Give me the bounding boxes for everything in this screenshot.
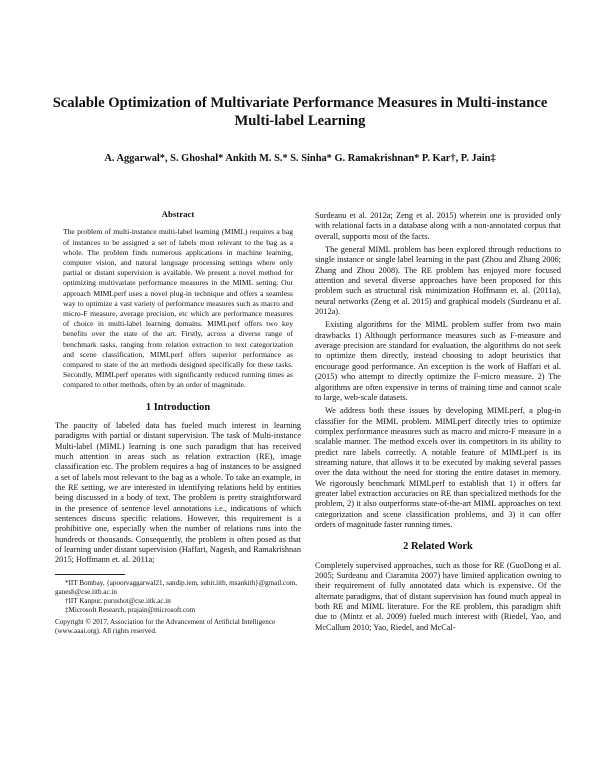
introduction-paragraph: The paucity of labeled data has fueled much interest in learning paradigms with partial or distant supervision. The task of Multi-instance Multi-label (MIML) learning is one such paradigm that has received much attention in areas such as relation extraction (RE), image classification etc. The problem requires a bag of instances to be assigned a set of labels most relevant to the bag as a whole. To take an example, in the RE setting, we are interested in identifying relations held by entities being discussed in a body of text. The problem is pretty straightforward in the presence of sentence level annotations i.e., indications of which sentences discuss specific relations. However, this requirement is a prohibitive one, especially when the number of relations runs into the hundreds or thousands. Consequently, the problem is often posed as that of learning under distant supervision (Haffari, Nagesh, and Ramakrishnan 2015; Hoffmann et. al. 2011a;	[55, 420, 301, 565]
introduction-heading: 1 Introduction	[145, 401, 211, 413]
abstract-text: The problem of multi-instance multi-label learning (MIML) requires a bag of instances to be assigned a set of labels most relevant to the bag as a whole. The problem finds numerous applications in machine learning, computer vision, and natural language processing settings where only partial or distant supervision is available. We present a novel method for optimizing multivariate performance measures in the MIML setting. Our approach MIMLperf uses a novel plug-in technique and offers a seamless way to optimize a vast variety of performance measures such as macro and micro-F measure, average precision, etc which are performance measures of choice in multi-label learning domains. MIMLperf offers two key benefits over the state of the art. Firstly, across a diverse range of benchmark tasks, ranging from relation extraction to text categorization and scene classification, MIMLperf offers superior performance as compared to state of the art methods designed specifically for these tasks. Secondly, MIMLperf operates with significantly reduced running times as compared to other methods, often by an order of magnitude.	[63, 227, 293, 390]
paper-title	[40, 94, 560, 130]
author-list: A. Aggarwal*, S. Ghoshal* Ankith M. S.* S. Sinha* G. Ramakrishnan* P. Kar†, P. Jain‡	[104, 153, 496, 164]
abstract-heading: Abstract	[161, 209, 195, 219]
right-column	[315, 211, 561, 633]
right-paragraph-4: We address both these issues by developing MIMLperf, a plug-in classifier for the MIML problem. MIMLperf directly tries to optimize complex performance measures such as macro and micro-F measure in a scalable manner. The method excels over its competitors in its ability to predict rare labels correctly. A notable feature of MIMLperf is its streaming nature, that allows it to be executed by making several passes over the data without the need for storing the entire dataset in memory. We rigorously benchmark MIMLperf to establish that 1) it offers far greater label extraction accuracies on RE than specialized methods for the problem, 2) it also outperforms state-of-the-art MIML approaches on text categorization and scene classification problems, and 3) it can offer orders of magnitude faster running times.	[315, 406, 561, 529]
left-column	[55, 209, 301, 636]
related-work-heading: 2 Related Work	[403, 541, 473, 553]
title-line-2: Multi-label Learning	[234, 113, 366, 129]
footnote-iit-bombay: *IIT Bombay, {apoorvaggarwal21, sandip.iem, suhit.iitb, msankith}@gmail.com, ganesh@cse.iitb.ac.in	[55, 578, 298, 596]
title-line-1: Scalable Optimization of Multivariate Performance Measures in Multi-instance	[52, 95, 548, 111]
footnote-iit-kanpur: †IIT Kanpur, purushot@cse.iitk.ac.in	[65, 597, 171, 606]
right-paragraph-2: The general MIML problem has been explored through reductions to single instance or single label learning in the past (Zhou and Zhang 2006; Zhang and Zhou 2008). The RE problem has enjoyed more focused attention and several diverse approaches have been proposed for this problem such as structural risk minimization Hoffmann et. al. (2011a), neural networks (Zeng et al. 2015) and graphical models (Surdeanu et al. 2012a).	[315, 245, 561, 317]
copyright-notice: Copyright © 2017, Association for the Advancement of Artificial Intelligence (www.aaai.org). All rights reserved.	[55, 617, 276, 635]
related-work-paragraph: Completely supervised approaches, such as those for RE (GuoDong et al. 2005; Surdeanu and Ciaramita 2007) have limited application owning to their requirement of fully annotated data which is expensive. Of the alternate paradigms, that of distant supervision has found much appeal in both RE and MIML literature. For the RE problem, this paradigm shift due to (Mintz et al. 2009) fueled much interest with (Riedel, Yao, and McCallum 2010; Yao, Riedel, and McCal-	[315, 560, 561, 632]
right-paragraph-3: Existing algorithms for the MIML problem suffer from two main drawbacks 1) Although performance measures such as F-measure and average precision are standard for evaluation, the algorithms do not seek to optimize them directly, instead choosing to adopt heuristics that encourage good performance. An exception is the work of Haffari et al. (2015) who attempt to directly optimize the F-micro measure. 2) The algorithms are often expensive in terms of training time and cannot scale to large, web-scale datasets.	[315, 320, 561, 402]
footnote-microsoft: ‡Microsoft Research, prajain@microsoft.com	[65, 606, 196, 615]
footnote-rule	[55, 574, 125, 575]
right-paragraph-1: Surdeanu et al. 2012a; Zeng et al. 2015) wherein one is provided only with relational facts in a database along with a non-annotated corpus that overall, supports most of the facts.	[315, 211, 561, 241]
